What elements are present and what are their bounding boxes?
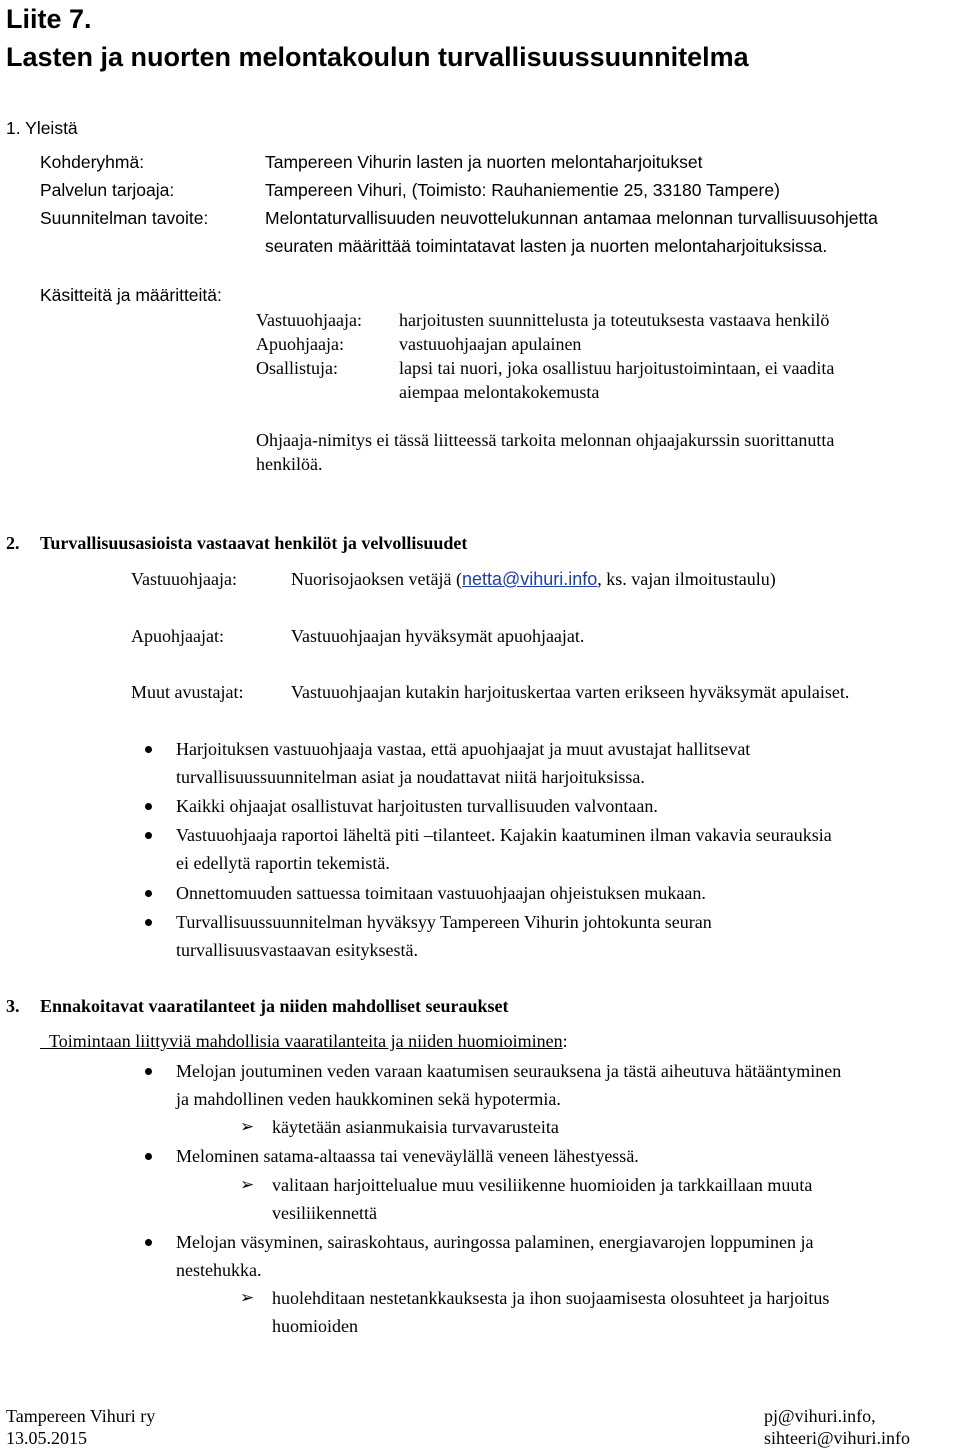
bullet-icon (145, 890, 152, 897)
hazard-item-cont: nestehukka. (176, 1260, 262, 1280)
row-value-goal-cont: seuraten määrittää toimintatavat lasten ja nuorten melontaharjoituksissa. (265, 236, 828, 256)
section2-number: 2. (6, 533, 20, 553)
attachment-label: Liite 7. (6, 4, 92, 34)
arrow-bullet-icon: ➢ (240, 1288, 255, 1308)
mitigation-item: käytetään asianmukaisia turvavarusteita (272, 1117, 559, 1137)
bullet-icon (145, 1153, 152, 1160)
list-item-cont: ei edellytä raportin tekemistä. (176, 853, 390, 873)
def-lead-instructor: harjoitusten suunnittelusta ja toteutuksesta vastaava henkilö (399, 310, 830, 330)
row-value-provider: Tampereen Vihuri, (Toimisto: Rauhaniementie 25, 33180 Tampere) (265, 180, 780, 200)
list-item: Vastuuohjaaja raportoi läheltä piti –tilanteet. Kajakin kaatuminen ilman vakavia seurauksia (176, 825, 832, 845)
bullet-icon (145, 803, 152, 810)
mitigation-item-cont: vesiliikennettä (272, 1203, 377, 1223)
list-item: Onnettomuuden sattuessa toimitaan vastuuohjaajan ohjeistuksen mukaan. (176, 883, 706, 903)
section2-heading: Turvallisuusasioista vastaavat henkilöt ja velvollisuudet (40, 533, 468, 553)
def-participant: lapsi tai nuori, joka osallistuu harjoitustoimintaan, ei vaadita (399, 358, 835, 378)
terms-label: Käsitteitä ja määritteitä: (40, 285, 222, 305)
footer-email-pj[interactable]: pj@vihuri.info, (764, 1406, 876, 1426)
role-value-assistants: Vastuuohjaajan hyväksymät apuohjaajat. (291, 626, 585, 646)
term-assistant: Apuohjaaja: (256, 334, 344, 354)
mitigation-item: huolehditaan nestetankkauksesta ja ihon suojaamisesta olosuhteet ja harjoitus (272, 1288, 830, 1308)
role-value-lead: Nuorisojaoksen vetäjä (netta@vihuri.info, ks. vajan ilmoitustaulu) (291, 569, 776, 589)
list-item-cont: turvallisuusvastaavan esityksestä. (176, 940, 418, 960)
role-label-lead: Vastuuohjaaja: (131, 569, 237, 589)
role-value-other: Vastuuohjaajan kutakin harjoituskertaa varten erikseen hyväksymät apulaiset. (291, 682, 850, 702)
list-item: Kaikki ohjaajat osallistuvat harjoitusten turvallisuuden valvontaan. (176, 796, 658, 816)
list-item: Turvallisuussuunnitelman hyväksyy Tampereen Vihurin johtokunta seuran (176, 912, 712, 932)
arrow-bullet-icon: ➢ (240, 1175, 255, 1195)
hazard-item: Melojan joutuminen veden varaan kaatumisen seurauksena ja tästä aiheutuva hätääntyminen (176, 1061, 842, 1081)
email-link-netta[interactable]: netta@vihuri.info (461, 569, 598, 589)
section1-heading: 1. Yleistä (6, 118, 78, 138)
term-lead-instructor: Vastuuohjaaja: (256, 310, 362, 330)
def-participant-cont: aiempaa melontakokemusta (399, 382, 600, 402)
footer-date: 13.05.2015 (6, 1428, 87, 1448)
role-label-other: Muut avustajat: (131, 682, 244, 702)
footer-email-secretary[interactable]: sihteeri@vihuri.info (764, 1428, 911, 1448)
arrow-bullet-icon: ➢ (240, 1117, 255, 1137)
note-line1: Ohjaaja-nimitys ei tässä liitteessä tarkoita melonnan ohjaajakurssin suorittanutta (256, 430, 835, 450)
bullet-icon (145, 1068, 152, 1075)
footer-org: Tampereen Vihuri ry (6, 1406, 156, 1426)
list-item-cont: turvallisuussuunnitelman asiat ja noudattavat niitä harjoituksissa. (176, 767, 645, 787)
section3-heading: Ennakoitavat vaaratilanteet ja niiden mahdolliset seuraukset (40, 996, 509, 1016)
hazard-item: Melominen satama-altaassa tai veneväylällä veneen lähestyessä. (176, 1146, 639, 1166)
bullet-icon (145, 832, 152, 839)
row-label-target-group: Kohderyhmä: (40, 152, 145, 172)
hazard-item: Melojan väsyminen, sairaskohtaus, auringossa palaminen, energiavarojen loppuminen ja (176, 1232, 814, 1252)
bullet-icon (145, 1239, 152, 1246)
list-item: Harjoituksen vastuuohjaaja vastaa, että apuohjaajat ja muut avustajat hallitsevat (176, 739, 751, 759)
role-label-assistants: Apuohjaajat: (131, 626, 224, 646)
note-line2: henkilöä. (256, 454, 323, 474)
section3-number: 3. (6, 996, 20, 1016)
row-value-target-group: Tampereen Vihurin lasten ja nuorten melontaharjoitukset (265, 152, 703, 172)
page-title: Lasten ja nuorten melontakoulun turvallisuussuunnitelma (6, 42, 749, 72)
def-assistant: vastuuohjaajan apulainen (399, 334, 582, 354)
section3-subheading: Toimintaan liittyviä mahdollisia vaaratilanteita ja niiden huomioiminen: (49, 1031, 568, 1051)
bullet-icon (145, 746, 152, 753)
row-value-goal: Melontaturvallisuuden neuvottelukunnan antamaa melonnan turvallisuusohjetta (265, 208, 878, 228)
row-label-provider: Palvelun tarjoaja: (40, 180, 175, 200)
mitigation-item: valitaan harjoittelualue muu vesiliikenne huomioiden ja tarkkaillaan muuta (272, 1175, 813, 1195)
hazard-item-cont: ja mahdollinen veden haukkominen sekä hypotermia. (176, 1089, 561, 1109)
row-label-goal: Suunnitelman tavoite: (40, 208, 209, 228)
term-participant: Osallistuja: (256, 358, 338, 378)
bullet-icon (145, 919, 152, 926)
mitigation-item-cont: huomioiden (272, 1316, 358, 1336)
